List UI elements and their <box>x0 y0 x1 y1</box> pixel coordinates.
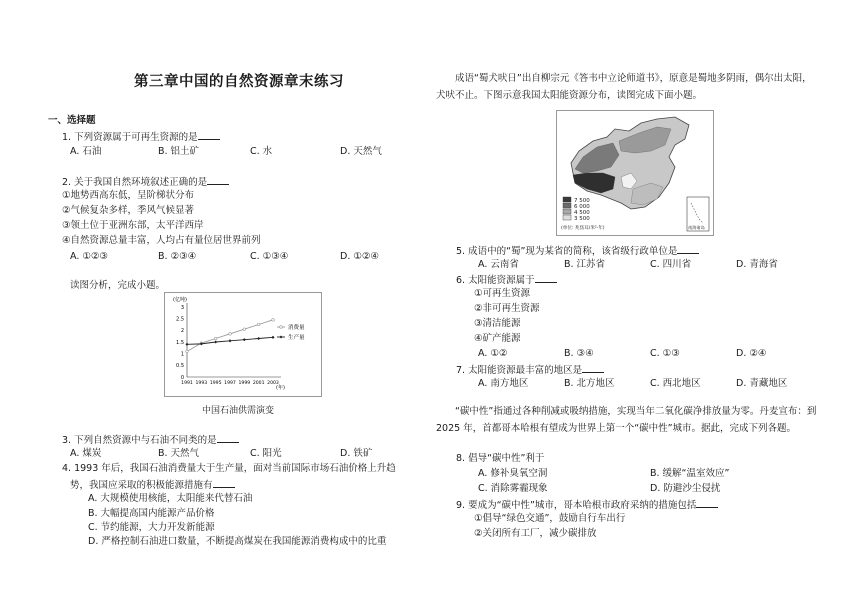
question-2-stem: 2. 关于我国自然环境叙述正确的是 <box>62 177 208 188</box>
answer-blank <box>677 243 699 254</box>
q7-option-c: C. 西北地区 <box>650 378 701 389</box>
q4-option-d: D. 严格控制石油进口数量，不断提高煤炭在我国能源消费构成中的比重 <box>88 536 387 547</box>
question-6 <box>456 272 557 287</box>
legend-swatch-3 <box>563 209 571 214</box>
q6-item-2: ②非可再生资源 <box>474 303 540 314</box>
q2-item-1: ①地势西高东低，呈阶梯状分布 <box>62 190 195 201</box>
q8-option-a: A. 修补臭氧空洞 <box>478 468 548 479</box>
passage-carbon: “碳中性”指通过各种削减或吸纳措施，实现当年二氧化碳净排放量为零。丹麦宣布：到 2025 年，首都哥本哈根有望成为世界上第一个“碳中性”城市。据此，完成下列各题。 <box>436 406 817 434</box>
inset-label: 南海诸岛 <box>688 225 705 230</box>
q3-option-d: D. 铁矿 <box>340 448 373 459</box>
q1-option-c: C. 水 <box>250 146 273 157</box>
question-9-stem: 9. 要成为“碳中性”城市，哥本哈根市政府采纳的措施包括 <box>456 500 697 511</box>
question-8: 8. 倡导“碳中性”利于 <box>456 453 545 464</box>
question-4-line-2 <box>70 477 235 492</box>
x-tick-label: 1995 <box>209 381 222 386</box>
q9-item-1: ①倡导“绿色交通”，鼓励自行车出行 <box>474 513 626 524</box>
q5-option-b: B. 江苏省 <box>564 259 606 270</box>
legend-marker-2 <box>279 335 282 338</box>
data-point <box>272 319 275 322</box>
question-4-line-1: 4. 1993 年后，我国石油消费量大于生产量，面对当前国际市场石油价格上升趋 <box>62 463 396 474</box>
solar-map-frame <box>556 110 714 236</box>
passage-solar: 成语“蜀犬吠日”出自柳宗元《答韦中立论师道书》，原意是蜀地多阴雨，偶尔出太阳，犬吠不止。下图示意我国太阳能资源分布，读图完成下面小题。 <box>436 73 812 101</box>
y-tick-label: 1.5 <box>176 339 184 346</box>
q5-option-d: D. 青海省 <box>736 259 778 270</box>
x-tick-label: 2003 <box>267 381 279 386</box>
data-point <box>186 350 189 353</box>
q7-option-a: A. 南方地区 <box>478 378 529 389</box>
y-tick-label: 1 <box>180 351 184 358</box>
q4-option-a: A. 大规模使用核能，太阳能来代替石油 <box>88 493 253 504</box>
legend-swatch-1 <box>563 197 571 202</box>
answer-blank <box>696 497 718 508</box>
answer-blank <box>207 174 229 185</box>
data-point <box>185 343 188 346</box>
china-solar-map <box>557 111 713 235</box>
q7-option-d: D. 青藏地区 <box>736 378 788 389</box>
data-point <box>243 328 246 331</box>
data-point <box>214 337 217 340</box>
oil-supply-demand-chart <box>165 293 321 396</box>
q6-item-3: ③清洁能源 <box>474 318 521 329</box>
section-heading: 一、选择题 <box>48 115 96 126</box>
x-tick-label: 1999 <box>238 381 251 386</box>
q8-option-c: C. 消除雾霾现象 <box>478 483 548 494</box>
q2-item-3: ③领土位于亚洲东部，太平洋西岸 <box>62 220 204 231</box>
question-9 <box>456 497 718 512</box>
y-axis-label: (亿吨) <box>173 297 187 303</box>
x-tick-label: 1993 <box>195 381 208 386</box>
question-1-stem: 1. 下列资源属于可再生资源的是 <box>62 132 198 143</box>
y-tick-label: 0 <box>180 374 184 381</box>
q2-item-2: ②气候复杂多样，季风气候显著 <box>62 205 195 216</box>
legend-unit: (单位: 兆焦耳/米²·年) <box>561 226 605 231</box>
legend-swatch-2 <box>563 203 571 208</box>
q1-option-d: D. 天然气 <box>340 146 382 157</box>
q1-option-a: A. 石油 <box>70 146 102 157</box>
y-tick-label: 3 <box>180 304 184 311</box>
data-point <box>228 339 231 342</box>
q6-option-c: C. ①③ <box>650 348 680 359</box>
legend-label-2: 生产量 <box>288 335 305 341</box>
q3-option-c: C. 阳光 <box>250 448 282 459</box>
question-7-stem: 7. 太阳能资源最丰富的地区是 <box>456 365 583 376</box>
y-tick-label: 0.5 <box>176 363 184 370</box>
q6-option-d: D. ②④ <box>736 348 767 359</box>
q4-option-b: B. 大幅提高国内能源产品价格 <box>88 508 215 519</box>
question-5-stem: 5. 成语中的“蜀”现为某省的简称，该省级行政单位是 <box>456 246 678 257</box>
question-6-stem: 6. 太阳能资源属于 <box>456 275 535 286</box>
question-4-stem: 势，我国应采取的积极能源措施有 <box>70 480 213 491</box>
q3-option-a: A. 煤炭 <box>70 448 102 459</box>
x-tick-label: 2001 <box>252 381 265 386</box>
question-1 <box>62 129 220 144</box>
answer-blank <box>213 477 235 488</box>
y-tick-label: 2.5 <box>176 316 184 323</box>
chart-intro: 读图分析，完成小题。 <box>70 280 166 291</box>
x-axis-label: (年) <box>276 385 285 391</box>
q5-option-a: A. 云南省 <box>478 259 519 270</box>
answer-blank <box>198 129 220 140</box>
q3-option-b: B. 天然气 <box>158 448 200 459</box>
map-zone-tibet <box>573 173 615 193</box>
q2-option-d: D. ①②④ <box>340 251 379 262</box>
q4-option-c: C. 节约能源，大力开发新能源 <box>88 522 215 533</box>
y-tick-label: 2 <box>180 328 184 335</box>
q6-item-4: ④矿产能源 <box>474 333 521 344</box>
data-point <box>229 333 232 336</box>
chart-frame <box>164 292 322 397</box>
q1-option-b: B. 铝土矿 <box>158 146 200 157</box>
chart-caption: 中国石油供需演变 <box>202 406 275 416</box>
data-point <box>257 337 260 340</box>
data-point <box>214 340 217 343</box>
map-legend <box>561 197 605 231</box>
legend-label-3: 4 500 <box>574 210 590 216</box>
data-point <box>271 336 274 339</box>
answer-blank <box>535 272 557 283</box>
data-point <box>243 338 246 341</box>
answer-blank <box>582 362 604 373</box>
q2-option-a: A. ①②③ <box>70 251 108 262</box>
q6-option-a: A. ①② <box>478 348 508 359</box>
x-tick-label: 1991 <box>181 381 193 386</box>
q6-option-b: B. ③④ <box>564 348 594 359</box>
q8-option-d: D. 防避沙尘侵扰 <box>650 483 721 494</box>
page-title: 第三章中国的自然资源章末练习 <box>134 74 344 90</box>
q2-item-4: ④自然资源总量丰富，人均占有量位居世界前列 <box>62 235 261 246</box>
x-tick-label: 1997 <box>224 381 236 386</box>
answer-blank <box>217 432 239 443</box>
question-7 <box>456 362 604 377</box>
question-3-stem: 3. 下列自然资源中与石油不同类的是 <box>62 435 217 446</box>
legend-swatch-4 <box>563 215 571 220</box>
q5-option-c: C. 四川省 <box>650 259 692 270</box>
q2-option-b: B. ②③④ <box>158 251 197 262</box>
q9-item-2: ②关闭所有工厂，减少碳排放 <box>474 528 597 539</box>
legend-label-2: 6 000 <box>574 204 590 210</box>
q8-option-b: B. 缓解“温室效应” <box>650 468 730 479</box>
legend-marker-1 <box>280 326 283 329</box>
question-5 <box>456 243 699 258</box>
q6-item-1: ①可再生资源 <box>474 288 531 299</box>
legend-label-1: 7 500 <box>574 198 590 204</box>
q7-option-b: B. 北方地区 <box>564 378 615 389</box>
data-point <box>257 323 260 326</box>
question-2 <box>62 174 229 189</box>
legend-label-4: 3 500 <box>574 216 590 222</box>
q2-option-c: C. ①③④ <box>250 251 289 262</box>
legend-label-1: 消费量 <box>288 325 305 331</box>
question-3 <box>62 432 239 447</box>
